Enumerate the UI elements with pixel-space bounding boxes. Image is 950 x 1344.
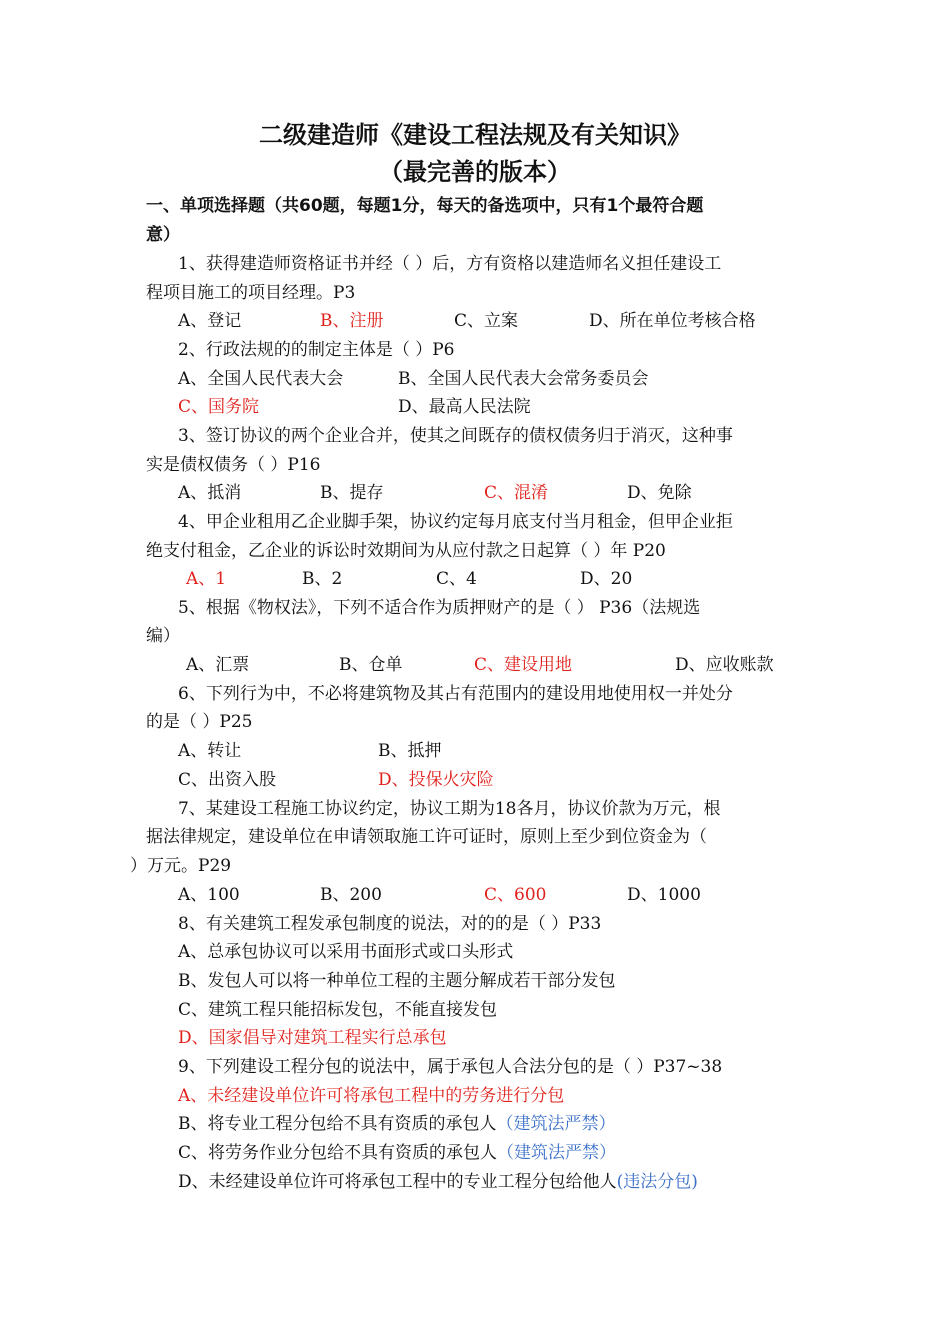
q9-option-a-answer: A、未经建设单位许可将承包工程中的劳务进行分包 [178, 1086, 565, 1106]
q9-option-b-note: （建筑法严禁） [496, 1114, 616, 1134]
q1-option-d: D、所在单位考核合格 [589, 311, 756, 331]
q9-option-d: D、未经建设单位许可将承包工程中的专业工程分包给他人 [178, 1172, 617, 1192]
q4-option-a-answer: A、1 [186, 569, 227, 589]
q9-option-d-line [178, 1168, 698, 1197]
q5-option-c-answer: C、建设用地 [474, 655, 573, 675]
q5-options [186, 651, 806, 680]
q1-stem-line1: 1、获得建造师资格证书并经（ ）后，方有资格以建造师名义担任建设工 [178, 254, 722, 274]
q5-stem-line2: 编） [146, 626, 180, 646]
q1-option-a: A、登记 [178, 311, 242, 331]
q8-option-d-answer: D、国家倡导对建筑工程实行总承包 [178, 1028, 447, 1048]
q6-stem-line1: 6、下列行为中，不必将建筑物及其占有范围内的建设用地使用权一并处分 [178, 684, 733, 704]
section-heading [146, 192, 811, 250]
q1-stem-line2: 程项目施工的项目经理。P3 [146, 283, 356, 303]
q9-option-b: B、将专业工程分包给不具有资质的承包人 [178, 1114, 497, 1134]
q5-option-a: A、汇票 [186, 655, 250, 675]
q8-option-b: B、发包人可以将一种单位工程的主题分解成若干部分发包 [178, 971, 616, 991]
q6-option-a: A、转让 [178, 741, 242, 761]
q3-option-b: B、提存 [320, 483, 384, 503]
q6-stem-line2: 的是（ ）P25 [146, 712, 253, 732]
q9-option-c-note: （建筑法严禁） [497, 1143, 617, 1163]
q2-options-row1 [178, 365, 818, 394]
q6-options-row2 [178, 766, 818, 795]
q4-option-d: D、20 [580, 569, 633, 589]
q7-stem-line3: ）万元。P29 [130, 856, 232, 876]
document-subtitle: （最完善的版本） [379, 158, 571, 186]
q5-stem-line1: 5、根据《物权法》，下列不适合作为质押财产的是（ ） P36（法规选 [178, 598, 701, 618]
q2-options-row2 [178, 393, 818, 422]
q7-option-d: D、1000 [627, 885, 701, 905]
q4-stem-line1: 4、甲企业租用乙企业脚手架，协议约定每月底支付当月租金，但甲企业拒 [178, 512, 733, 532]
q6-option-c: C、出资入股 [178, 770, 277, 790]
q3-option-a: A、抵消 [178, 483, 242, 503]
q1-option-b-answer: B、注册 [320, 311, 384, 331]
q9-stem-line1: 9、下列建设工程分包的说法中，属于承包人合法分包的是（ ）P37~38 [178, 1057, 723, 1077]
q3-option-d: D、免除 [627, 483, 692, 503]
q2-option-a: A、全国人民代表大会 [178, 369, 344, 389]
q7-option-c-answer: C、600 [484, 885, 547, 905]
q4-stem-line2: 绝支付租金，乙企业的诉讼时效期间为从应付款之日起算（ ）年 P20 [146, 541, 666, 561]
q2-stem-line1: 2、行政法规的的制定主体是（ ）P6 [178, 340, 455, 360]
q8-option-a: A、总承包协议可以采用书面形式或口头形式 [178, 942, 514, 962]
q3-stem-line2: 实是债权债务（ ）P16 [146, 455, 321, 475]
q2-option-d: D、最高人民法院 [398, 397, 531, 417]
q9-option-c: C、将劳务作业分包给不具有资质的承包人 [178, 1143, 498, 1163]
q1-option-c: C、立案 [454, 311, 519, 331]
q9-option-c-line [178, 1139, 616, 1168]
q7-options [178, 881, 818, 910]
q2-option-b: B、全国人民代表大会常务委员会 [398, 369, 649, 389]
q7-option-a: A、100 [178, 885, 240, 905]
q7-stem-line1: 7、某建设工程施工协议约定，协议工期为18各月，协议价款为万元，根 [178, 799, 721, 819]
q8-stem-line1: 8、有关建筑工程发承包制度的说法，对的的是（ ）P33 [178, 914, 602, 934]
q1-options [178, 307, 818, 336]
section-heading-line1: 一、单项选择题（共60题，每题1分，每天的备选项中，只有1个最符合题 [146, 196, 704, 216]
q4-option-c: C、4 [436, 569, 477, 589]
q6-option-d-answer: D、投保火灾险 [378, 770, 494, 790]
q5-option-b: B、仓单 [339, 655, 403, 675]
q9-option-d-note: (违法分包) [616, 1172, 698, 1192]
q5-option-d: D、应收账款 [675, 655, 774, 675]
q4-options [186, 565, 806, 594]
q8-option-c: C、建筑工程只能招标发包，不能直接发包 [178, 1000, 498, 1020]
q4-option-b: B、2 [302, 569, 343, 589]
q6-option-b: B、抵押 [378, 741, 442, 761]
q9-option-b-line [178, 1110, 616, 1139]
q3-options [178, 479, 818, 508]
q3-stem-line1: 3、签订协议的两个企业合并，使其之间既存的债权债务归于消灭，这种事 [178, 426, 733, 446]
q3-option-c-answer: C、混淆 [484, 483, 549, 503]
q2-option-c-answer: C、国务院 [178, 397, 260, 417]
document-title: 二级建造师《建设工程法规及有关知识》 [259, 121, 691, 149]
q7-option-b: B、200 [320, 885, 382, 905]
q6-options-row1 [178, 737, 818, 766]
q7-stem-line2: 据法律规定，建设单位在申请领取施工许可证时，原则上至少到位资金为（ [146, 827, 707, 847]
section-heading-line2: 意） [146, 225, 180, 245]
